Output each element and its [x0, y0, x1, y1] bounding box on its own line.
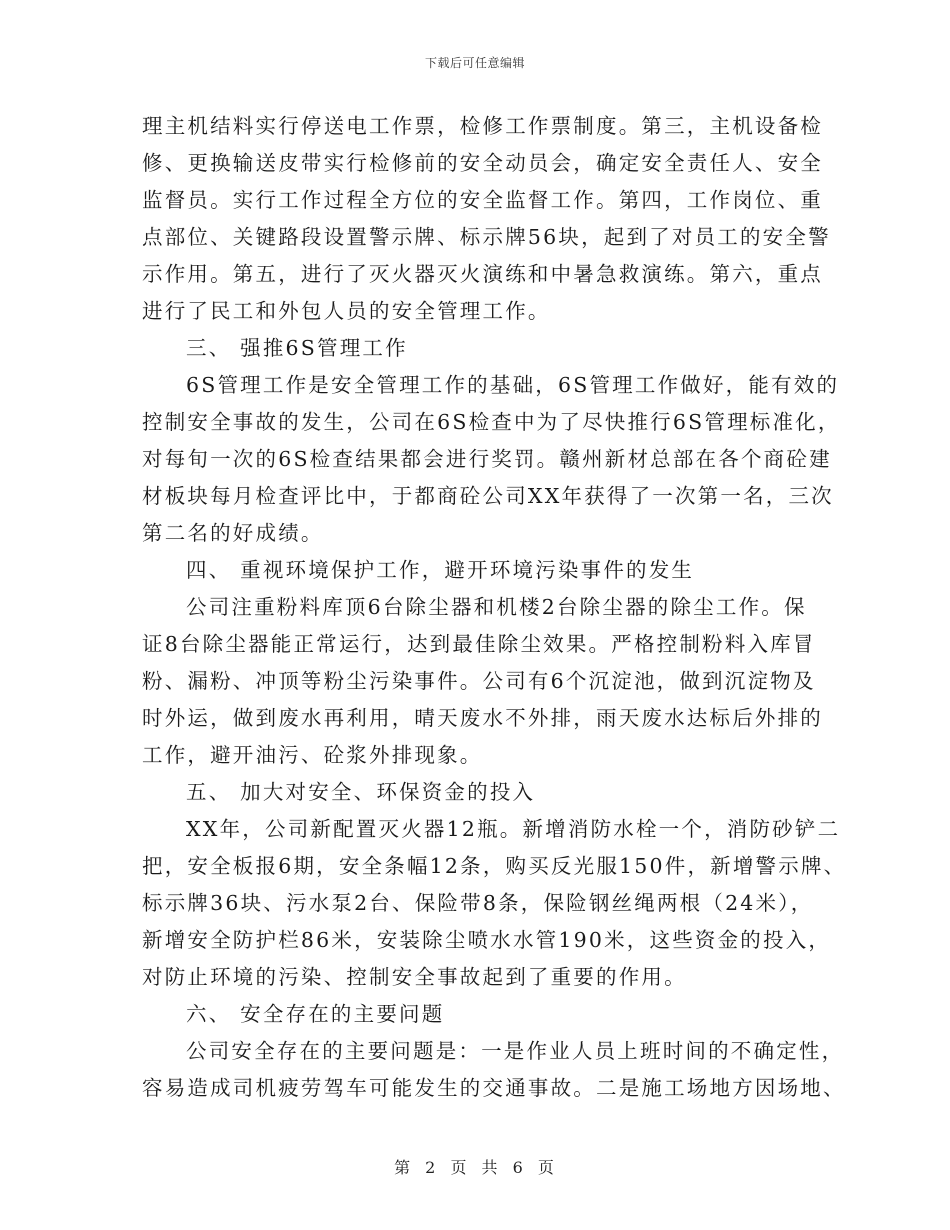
paragraph-line: 6S管理工作是安全管理工作的基础，6S管理工作做好，能有效的: [186, 373, 840, 397]
paragraph-line: 容易造成司机疲劳驾车可能发生的交通事故。二是施工场地方因场地、: [142, 1076, 846, 1100]
paragraph-line: 公司注重粉料库顶6台除尘器和机楼2台除尘器的除尘工作。保: [186, 595, 807, 619]
paragraph-line: 进行了民工和外包人员的安全管理工作。: [142, 299, 551, 323]
paragraph-line: 证8台除尘器能正常运行，达到最佳除尘效果。严格控制粉料入库冒: [142, 632, 816, 656]
paragraph-line: 工作，避开油污、砼浆外排现象。: [142, 743, 483, 767]
section-heading: 三、 强推6S管理工作: [186, 336, 408, 360]
paragraph-line: 点部位、关键路段设置警示牌、标示牌56块，起到了对员工的安全警: [142, 225, 831, 249]
paragraph-line: XX年，公司新配置灭火器12瓶。新增消防水栓一个，消防砂铲二: [186, 817, 841, 841]
paragraph-line: 粉、漏粉、冲顶等粉尘污染事件。公司有6个沉淀池，做到沉淀物及: [142, 669, 816, 693]
paragraph-line: 控制安全事故的发生，公司在6S检查中为了尽快推行6S管理标准化，: [142, 410, 841, 434]
paragraph-line: 标示牌36块、污水泵2台、保险带8条，保险钢丝绳两根（24米），: [142, 891, 814, 915]
document-body: [142, 108, 847, 1107]
paragraph-line: 监督员。实行工作过程全方位的安全监督工作。第四，工作岗位、重: [142, 188, 823, 212]
paragraph-line: 把，安全板报6期，安全条幅12条，购买反光服150件，新增警示牌、: [142, 854, 847, 878]
paragraph-line: 时外运，做到废水再利用，晴天废水不外排，雨天废水达标后外排的: [142, 706, 823, 730]
paragraph-line: 公司安全存在的主要问题是：一是作业人员上班时间的不确定性，: [186, 1039, 845, 1063]
paragraph-line: 示作用。第五，进行了灭火器灭火演练和中暑急救演练。第六，重点: [142, 262, 823, 286]
section-heading: 四、 重视环境保护工作，避开环境污染事件的发生: [186, 558, 695, 582]
paragraph-line: 新增安全防护栏86米，安装除尘喷水水管190米，这些资金的投入，: [142, 928, 832, 952]
section-heading: 五、 加大对安全、环保资金的投入: [186, 780, 536, 804]
page-footer: 第 2 页 共 6 页: [394, 1158, 556, 1177]
paragraph-line: 第二名的好成绩。: [142, 521, 324, 545]
page-header: 下载后可任意编辑: [424, 56, 525, 70]
paragraph-line: 理主机结料实行停送电工作票，检修工作票制度。第三，主机设备检: [142, 114, 823, 138]
section-heading: 六、 安全存在的主要问题: [186, 1002, 445, 1026]
paragraph-line: 对防止环境的污染、控制安全事故起到了重要的作用。: [142, 965, 687, 989]
paragraph-line: 对每旬一次的6S检查结果都会进行奖罚。赣州新材总部在各个商砼建: [142, 447, 832, 471]
paragraph-line: 材板块每月检查评比中，于都商砼公司XX年获得了一次第一名，三次: [142, 484, 834, 508]
paragraph-line: 修、更换输送皮带实行检修前的安全动员会，确定安全责任人、安全: [142, 151, 823, 175]
